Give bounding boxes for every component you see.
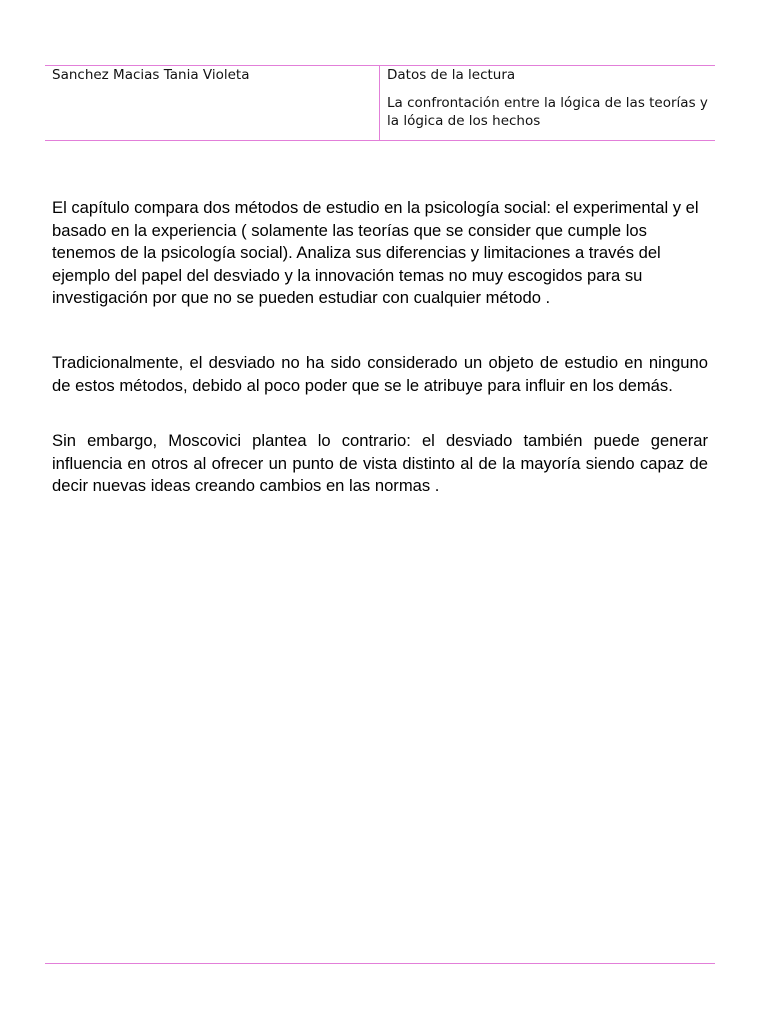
footer-rule [45,963,715,964]
author-name: Sanchez Macias Tania Violeta [52,67,250,83]
header-reading-cell [380,66,715,140]
reading-title: La confrontación entre la lógica de las teorías y la lógica de los hechos [387,95,708,129]
reading-label: Datos de la lectura [387,67,516,83]
paragraph-1: El capítulo compara dos métodos de estudio en la psicología social: el experimental y el basado en la experiencia ( solamente las teorías que se consider que cumple los tenemos de la psicología social). Analiza sus diferencias y limitaciones a través del ejemplo del papel del desviado y la innovación temas no muy escogidos para su investigación por que no se pueden estudiar con cualquier método . [52,198,699,307]
paragraph-2: Tradicionalmente, el desviado no ha sido considerado un objeto de estudio en ninguno de estos métodos, debido al poco poder que se le atribuye para influir en los demás. [52,353,708,395]
header-author-cell [45,66,380,140]
paragraph-3: Sin embargo, Moscovici plantea lo contrario: el desviado también puede generar influencia en otros al ofrecer un punto de vista distinto al de la mayoría siendo capaz de decir nuevas ideas creando cambios en las normas . [52,431,708,495]
header-table [45,65,715,141]
